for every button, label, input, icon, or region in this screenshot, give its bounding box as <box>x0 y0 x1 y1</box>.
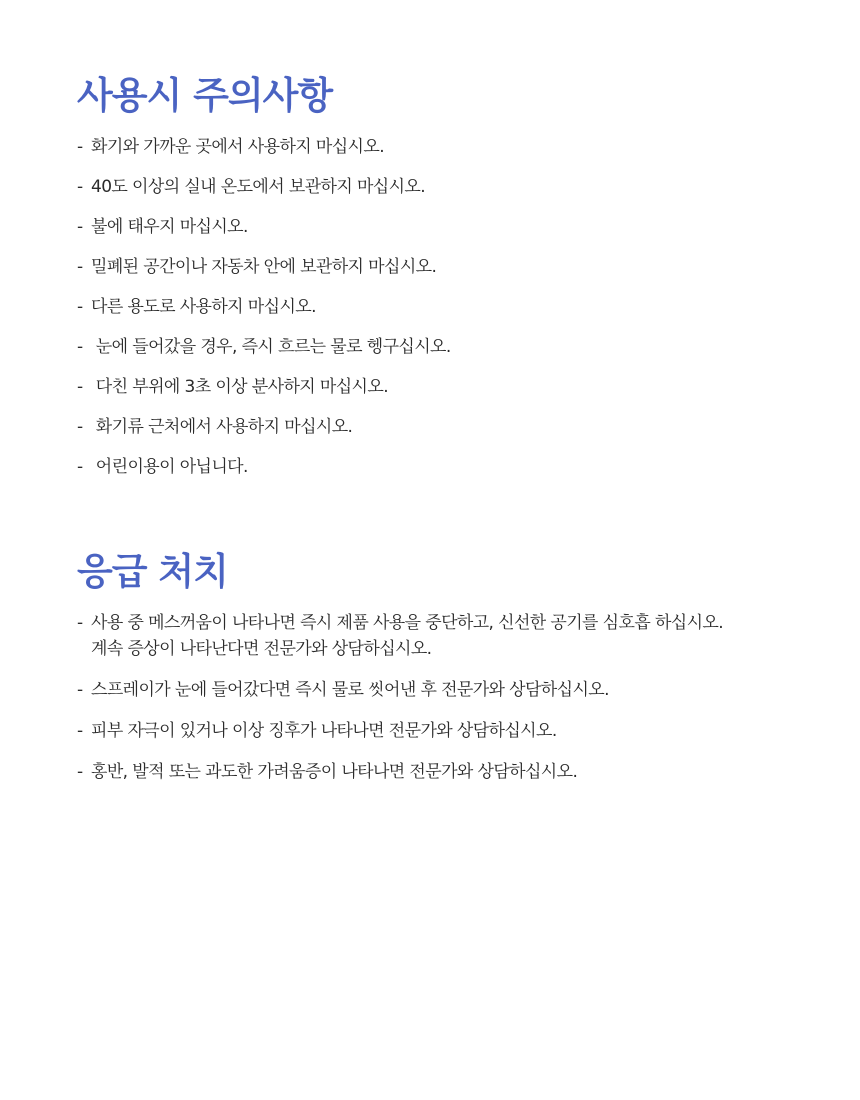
cautions-section <box>77 72 817 494</box>
list-item <box>77 254 817 280</box>
list-item <box>77 414 817 440</box>
bullet-dash: - <box>77 377 83 397</box>
bullet-dash: - <box>77 457 83 477</box>
first-aid-line: 홍반, 발적 또는 과도한 가려움증이 나타나면 전문가와 상담하십시오. <box>91 762 578 782</box>
first-aid-text <box>91 718 817 744</box>
bullet-dash: - <box>77 613 83 633</box>
bullet-dash: - <box>77 337 83 357</box>
caution-text: 눈에 들어갔을 경우, 즉시 흐르는 물로 헹구십시오. <box>91 337 451 357</box>
first-aid-section <box>77 548 817 800</box>
cautions-list <box>77 134 817 480</box>
first-aid-text <box>91 677 817 703</box>
bullet-dash: - <box>77 217 83 237</box>
bullet-dash: - <box>77 762 83 782</box>
cautions-title: 사용시 주의사항 <box>77 74 333 117</box>
first-aid-text <box>91 759 817 785</box>
list-item <box>77 294 817 320</box>
list-item <box>77 374 817 400</box>
list-item <box>77 759 817 785</box>
first-aid-line: 피부 자극이 있거나 이상 징후가 나타나면 전문가와 상담하십시오. <box>91 721 557 741</box>
caution-text: 다친 부위에 3초 이상 분사하지 마십시오. <box>91 377 388 397</box>
caution-text: 40도 이상의 실내 온도에서 보관하지 마십시오. <box>91 177 426 197</box>
caution-text: 화기와 가까운 곳에서 사용하지 마십시오. <box>91 137 384 157</box>
first-aid-line: 계속 증상이 나타난다면 전문가와 상담하십시오. <box>91 639 432 659</box>
first-aid-line: 스프레이가 눈에 들어갔다면 즉시 물로 씻어낸 후 전문가와 상담하십시오. <box>91 680 609 700</box>
list-item <box>77 454 817 480</box>
caution-text: 다른 용도로 사용하지 마십시오. <box>91 297 316 317</box>
first-aid-line: 사용 중 메스꺼움이 나타나면 즉시 제품 사용을 중단하고, 신선한 공기를 심호흡 하십시오. <box>91 613 724 633</box>
bullet-dash: - <box>77 680 83 700</box>
caution-text: 밀폐된 공간이나 자동차 안에 보관하지 마십시오. <box>91 257 437 277</box>
caution-text: 어린이용이 아닙니다. <box>91 457 248 477</box>
bullet-dash: - <box>77 177 83 197</box>
bullet-dash: - <box>77 721 83 741</box>
list-item <box>77 174 817 200</box>
first-aid-list <box>77 610 817 785</box>
bullet-dash: - <box>77 257 83 277</box>
first-aid-text <box>91 610 817 662</box>
bullet-dash: - <box>77 417 83 437</box>
list-item <box>77 610 817 662</box>
caution-text: 화기류 근처에서 사용하지 마십시오. <box>91 417 353 437</box>
list-item <box>77 134 817 160</box>
first-aid-title: 응급 처치 <box>77 550 228 593</box>
bullet-dash: - <box>77 137 83 157</box>
bullet-dash: - <box>77 297 83 317</box>
list-item <box>77 718 817 744</box>
list-item <box>77 334 817 360</box>
list-item <box>77 677 817 703</box>
list-item <box>77 214 817 240</box>
caution-text: 불에 태우지 마십시오. <box>91 217 248 237</box>
